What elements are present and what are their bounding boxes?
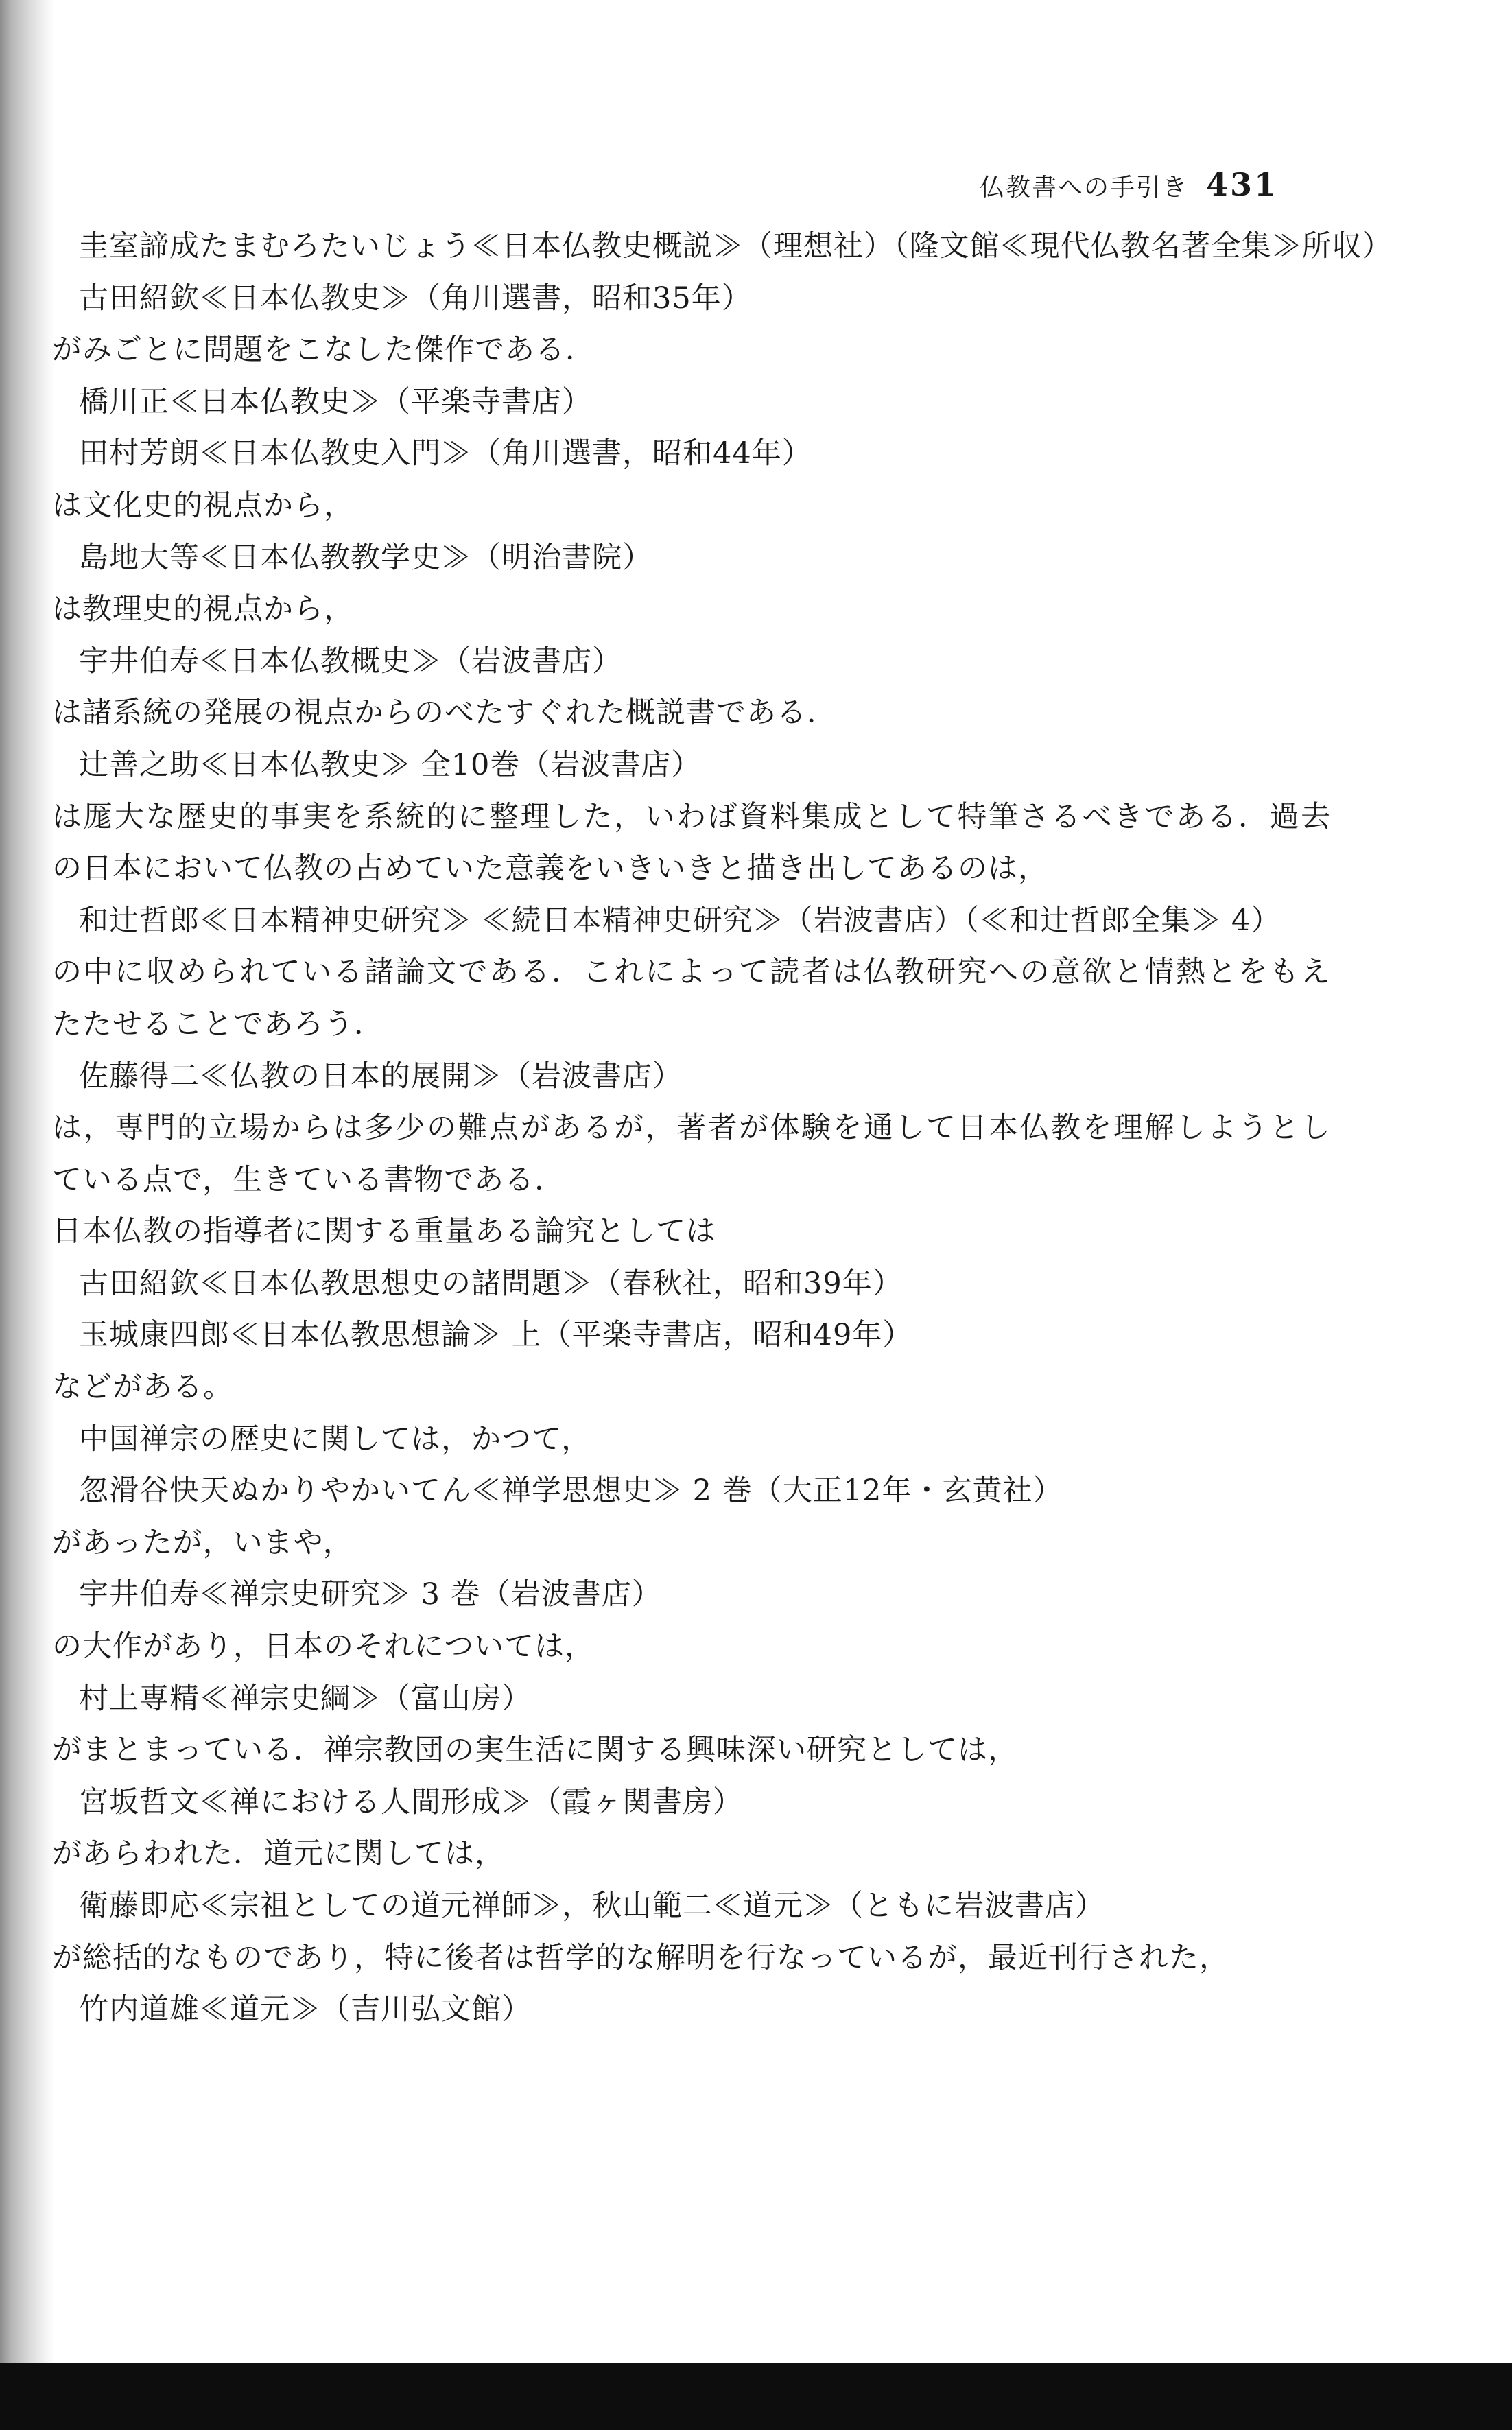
text-line: がまとまっている．禅宗教団の実生活に関する興味深い研究としては， bbox=[52, 1733, 1018, 1768]
body-text bbox=[0, 221, 1512, 2036]
text-line: 中国禅宗の歴史に関しては，かつて， bbox=[79, 1422, 592, 1456]
page-number: 431 bbox=[1206, 166, 1279, 203]
text-line: は諸系統の発展の視点からのべたすぐれた概説書である． bbox=[52, 696, 837, 731]
text-line: がみごとに問題をこなした傑作である． bbox=[52, 333, 595, 368]
running-header-title: 仏教書への手引き bbox=[980, 174, 1189, 202]
text-line: 島地大等≪日本仏教教学史≫（明治書院） bbox=[79, 540, 652, 575]
text-line: 村上専精≪禅宗史綱≫（富山房） bbox=[79, 1681, 532, 1716]
text-line: は教理史的視点から， bbox=[52, 592, 354, 627]
text-line: ている点で，生きている書物である． bbox=[52, 1162, 565, 1197]
text-line: 古田紹欽≪日本仏教思想史の諸問題≫（春秋社，昭和39年） bbox=[79, 1266, 903, 1301]
text-line: 和辻哲郎≪日本精神史研究≫ ≪続日本精神史研究≫（岩波書店）（≪和辻哲郎全集≫ 4） bbox=[79, 903, 1281, 938]
text-line: 田村芳朗≪日本仏教史入門≫（角川選書，昭和44年） bbox=[79, 436, 812, 471]
text-line: の中に収められている諸論文である．これによって読者は仏教研究への意欲と情熱とをもえ bbox=[52, 955, 1332, 990]
text-line: 玉城康四郎≪日本仏教思想論≫ 上（平楽寺書店，昭和49年） bbox=[79, 1318, 913, 1353]
running-header bbox=[980, 166, 1278, 207]
text-line: は，専門的立場からは多少の難点があるが，著者が体験を通して日本仏教を理解しようとし bbox=[52, 1111, 1332, 1146]
text-line: 辻善之助≪日本仏教史≫ 全10巻（岩波書店） bbox=[79, 747, 702, 782]
text-line: 宇井伯寿≪禅宗史研究≫ 3 巻（岩波書店） bbox=[79, 1577, 662, 1612]
text-line: の大作があり，日本のそれについては， bbox=[52, 1629, 595, 1664]
text-line: 古田紹欽≪日本仏教史≫（角川選書，昭和35年） bbox=[79, 281, 752, 316]
text-line: は厖大な歴史的事実を系統的に整理した，いわば資料集成として特筆さるべきである．過去 bbox=[52, 799, 1332, 834]
text-line: 圭室諦成たまむろたいじょう≪日本仏教史概説≫（理想社）（隆文館≪現代仏教名著全集≫所収） bbox=[79, 229, 1393, 263]
text-line: の日本において仏教の占めていた意義をいきいきと描き出してあるのは， bbox=[52, 851, 1048, 886]
text-line: 忽滑谷快天ぬかりやかいてん≪禅学思想史≫ 2 巻（大正12年・玄黄社） bbox=[79, 1474, 1063, 1509]
text-line: があったが，いまや， bbox=[52, 1525, 353, 1560]
text-line: 宮坂哲文≪禅における人間形成≫（霞ヶ関書房） bbox=[79, 1784, 743, 1819]
text-line: 橋川正≪日本仏教史≫（平楽寺書店） bbox=[79, 384, 592, 419]
text-line: が総括的なものであり，特に後者は哲学的な解明を行なっているが，最近刊行された， bbox=[52, 1940, 1229, 1975]
text-line: があらわれた．道元に関しては， bbox=[52, 1837, 505, 1872]
text-line: 佐藤得二≪仏教の日本的展開≫（岩波書店） bbox=[79, 1059, 683, 1094]
text-line: たたせることであろう． bbox=[52, 1006, 384, 1041]
text-line: は文化史的視点から， bbox=[52, 488, 354, 523]
text-line: 竹内道雄≪道元≫（吉川弘文館） bbox=[79, 1992, 532, 2027]
text-line: 日本仏教の指導者に関する重量ある論究としては bbox=[52, 1214, 716, 1249]
text-line: 衛藤即応≪宗祖としての道元禅師≫，秋山範二≪道元≫（ともに岩波書店） bbox=[79, 1889, 1105, 1923]
text-line: などがある。 bbox=[52, 1370, 233, 1405]
text-line: 宇井伯寿≪日本仏教概史≫（岩波書店） bbox=[79, 644, 622, 679]
scan-bottom-edge bbox=[0, 2363, 1512, 2430]
